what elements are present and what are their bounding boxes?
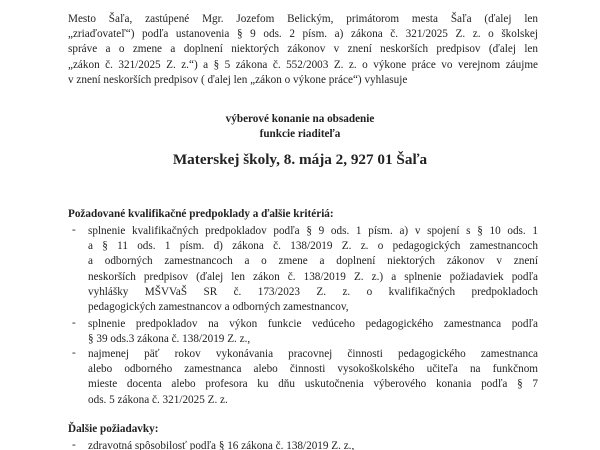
bullet-marker: - bbox=[72, 347, 76, 359]
list-item bbox=[88, 317, 538, 347]
list-item bbox=[88, 347, 538, 408]
bullet-marker: - bbox=[72, 317, 76, 329]
heading-line-2: funkcie riaditeľa bbox=[259, 128, 341, 140]
section-title-other-requirements: Ďalšie požiadavky: bbox=[68, 423, 159, 435]
intro-line: „zákon č. 321/2025 Z. z.“) a § 5 zákona č. 552/2003 Z. z. o výkone práce vo verejnom záujme bbox=[68, 58, 538, 71]
heading-line-1: výberové konanie na obsadenie bbox=[225, 113, 375, 125]
intro-line: správe a o zmene a doplnení niektorých zákonov v znení neskorších predpisov (ďalej len bbox=[68, 43, 538, 56]
intro-line: v znení neskorších predpisov ( ďalej len „zákon o výkone práce“) vyhlasuje bbox=[68, 73, 408, 86]
list-item-line: splnenie predpokladov na výkon funkcie vedúceho pedagogického zamestnanca podľa bbox=[88, 318, 538, 330]
list-item-line: alebo odborného zamestnanca alebo činnosti vysokoškolského učiteľa na funkčnom bbox=[88, 363, 538, 376]
intro-paragraph bbox=[68, 12, 538, 88]
list-item-line: § 39 ods.3 zákona č. 138/2019 Z. z., bbox=[88, 333, 251, 346]
list-item-line: vyhlášky MŠVVaŠ SR č. 173/2023 Z. z. o kvalifikačných predpokladoch bbox=[88, 285, 538, 298]
bullet-marker: - bbox=[72, 439, 76, 450]
school-title: Materskej školy, 8. mája 2, 927 01 Šaľa bbox=[172, 151, 428, 168]
list-item-line: zdravotná spôsobilosť podľa § 16 zákona č. 138/2019 Z. z., bbox=[88, 440, 355, 450]
bullet-marker: - bbox=[72, 224, 76, 236]
list-item-line: najmenej päť rokov vykonávania pracovnej činnosti pedagogického zamestnanca bbox=[88, 348, 538, 360]
list-item bbox=[88, 439, 538, 450]
list-item bbox=[88, 224, 538, 315]
list-item-line: splnenie kvalifikačných predpokladov podľa § 9 ods. 1 písm. a) v spojení s § 10 ods. 1 bbox=[88, 225, 538, 237]
list-item-line: a § 11 ods. 1 písm. d) zákona č. 138/2019 Z. z. o pedagogických zamestnancoch bbox=[88, 240, 538, 253]
section-title-requirements: Požadované kvalifikačné predpoklady a ďalšie kritériá: bbox=[68, 208, 334, 220]
list-item-line: neskorších predpisov (ďalej len zákon č. 138/2019 Z. z.) a splnenie požiadaviek podľa bbox=[88, 270, 538, 283]
intro-line: Mesto Šaľa, zastúpené Mgr. Jozefom Belickým, primátorom mesta Šaľa (ďalej len bbox=[68, 13, 538, 25]
intro-line: „zriaďovateľ“) podľa ustanovenia § 9 ods. 2 písm. a) zákona č. 321/2025 Z. z. o školskej bbox=[68, 28, 538, 41]
list-item-line: pedagogických zamestnancov a odborných zamestnancov, bbox=[88, 301, 349, 314]
list-item-line: mieste docenta alebo profesora ku dňu uskutočnenia výberového konania podľa § 7 bbox=[88, 378, 538, 391]
list-item-line: ods. 5 zákona č. 321/2025 Z. z. bbox=[88, 393, 228, 406]
list-item-line: a odborných zamestnancoch a o zmene a doplnení niektorých zákonov v znení bbox=[88, 255, 538, 268]
